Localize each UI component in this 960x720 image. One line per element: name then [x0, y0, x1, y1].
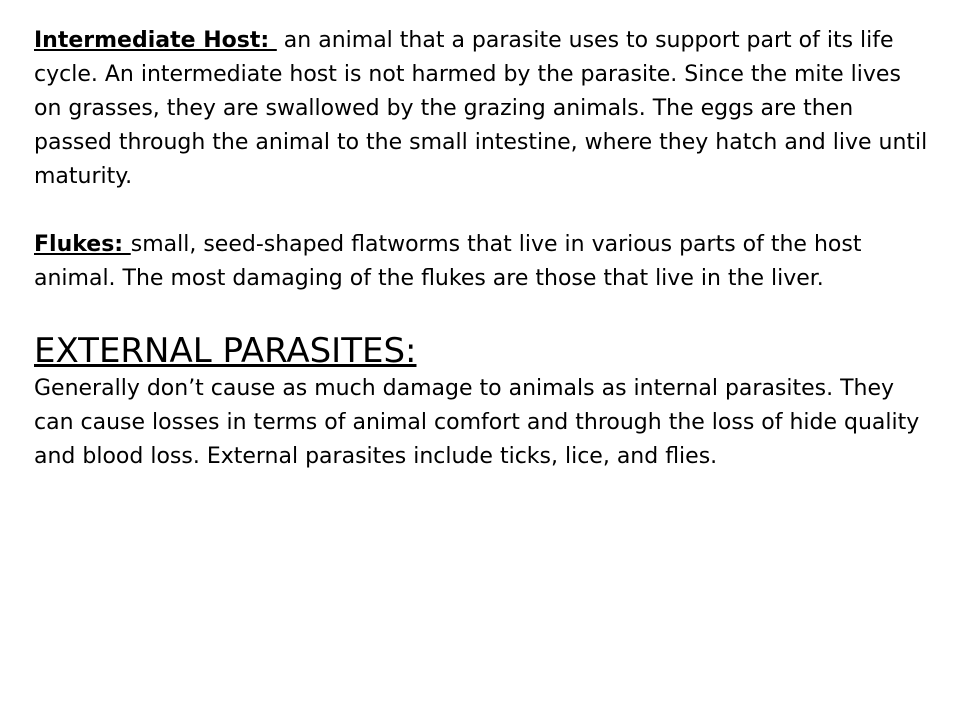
- intermediate-host-term: Intermediate Host:: [34, 28, 277, 53]
- intermediate-host-paragraph: [34, 24, 934, 194]
- flukes-definition: small, seed-shaped flatworms that live in various parts of the host animal. The most damaging of the flukes are those that live in the liver.: [34, 232, 862, 291]
- spacer: [34, 296, 934, 330]
- spacer: [34, 194, 934, 228]
- flukes-term: Flukes:: [34, 232, 131, 257]
- external-parasites-paragraph: Generally don’t cause as much damage to animals as internal parasites. They can cause losses in terms of animal comfort and through the loss of hide quality and blood loss. External parasites include ticks, lice, and flies.: [34, 376, 920, 469]
- external-parasites-heading: EXTERNAL PARASITES:: [34, 331, 417, 371]
- slide-content: [34, 24, 934, 474]
- intermediate-host-definition: an animal that a parasite uses to support part of its life cycle. An intermediate host is not harmed by the parasite. Since the mite lives on grasses, they are swallowed by the grazing animals. The eggs are then passed through the animal to the small intestine, where they hatch and live until maturity.: [34, 28, 928, 189]
- flukes-paragraph: [34, 228, 934, 296]
